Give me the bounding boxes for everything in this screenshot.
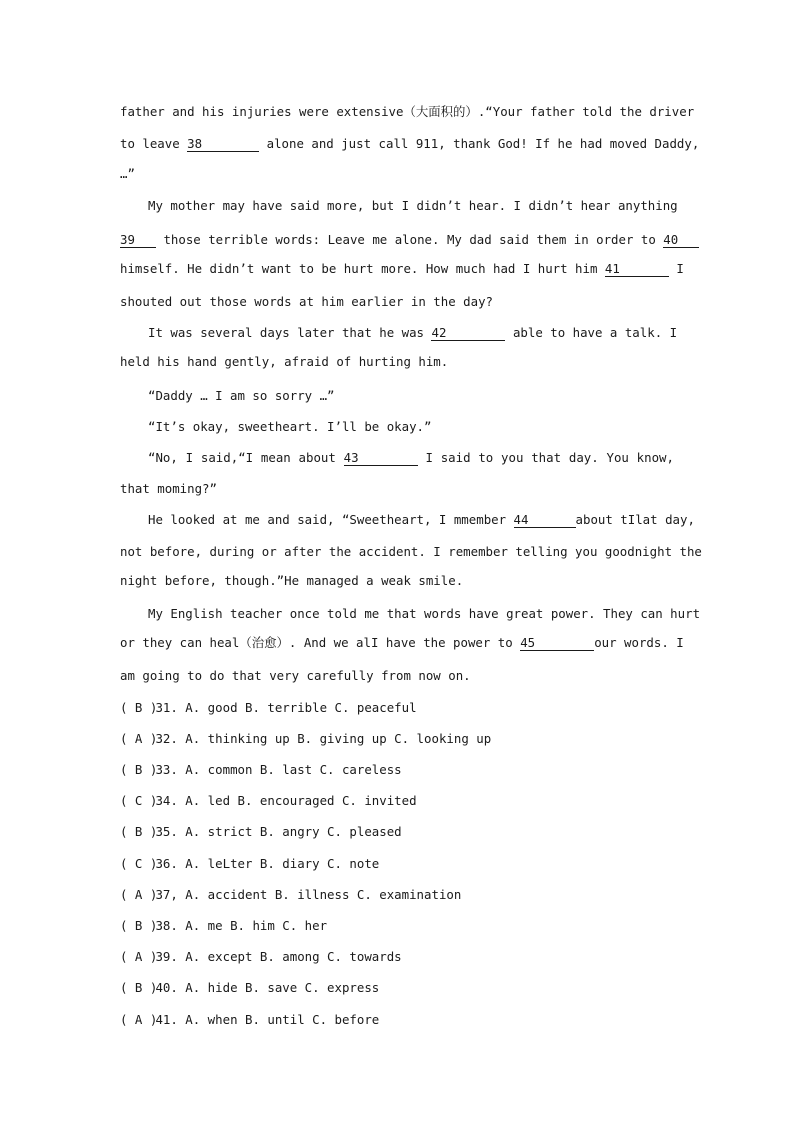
option-row: [120, 887, 674, 903]
blank-40: 40: [663, 233, 699, 248]
option-row: [120, 949, 674, 965]
option-row: [120, 1012, 674, 1028]
text: himself. He didn’t want to be hurt more. How much had I hurt him: [120, 261, 598, 276]
passage-line: father and his injuries were extensive（大面积的）.“Your father told the driver: [120, 104, 695, 119]
answer-mark: ( B ): [120, 700, 158, 715]
text: our words. I: [594, 635, 684, 650]
passage-line: [148, 512, 695, 528]
option-row: [120, 762, 674, 778]
text: to leave: [120, 136, 180, 151]
passage-line: night before, though.”He managed a weak smile.: [120, 573, 464, 588]
text: or they can heal（治愈）. And we alI have the power to: [120, 635, 513, 650]
passage-line: am going to do that very carefully from now on.: [120, 668, 471, 683]
passage-line: [120, 635, 684, 651]
passage-line: [120, 136, 700, 152]
passage-line: My mother may have said more, but I didn’t hear. I didn’t hear anything: [148, 198, 678, 213]
answer-mark: ( C ): [120, 793, 158, 808]
option-row: [120, 793, 674, 809]
text: “No, I said,“I mean about: [148, 450, 336, 465]
text: those terrible words: Leave me alone. My dad said them in order to: [163, 232, 656, 247]
passage-line: [120, 261, 684, 277]
option-text: 31. A. good B. terrible C. peaceful: [155, 700, 417, 715]
text: I: [676, 261, 684, 276]
passage-line: that moming?”: [120, 481, 217, 496]
option-text: 36. A. leLter B. diary C. note: [155, 856, 380, 871]
option-row: [120, 731, 674, 747]
passage-line: …”: [120, 166, 135, 181]
passage-line: My English teacher once told me that words have great power. They can hurt: [148, 606, 701, 621]
blank-43: 43: [344, 451, 418, 466]
option-row: [120, 824, 674, 840]
option-text: 35. A. strict B. angry C. pleased: [155, 824, 402, 839]
answer-mark: ( C ): [120, 856, 158, 871]
option-row: [120, 918, 674, 934]
text: I said to you that day. You know,: [425, 450, 674, 465]
text: It was several days later that he was: [148, 325, 425, 340]
passage-line: not before, during or after the accident. I remember telling you goodnight the: [120, 544, 702, 559]
answer-mark: ( B ): [120, 918, 158, 933]
answer-mark: ( A ): [120, 887, 158, 902]
option-text: 32. A. thinking up B. giving up C. looking up: [155, 731, 492, 746]
option-text: 39. A. except B. among C. towards: [155, 949, 402, 964]
option-text: 33. A. common B. last C. careless: [155, 762, 402, 777]
text: about tIlat day,: [575, 512, 695, 527]
passage-line: shouted out those words at him earlier in the day?: [120, 294, 493, 309]
blank-38: 38: [187, 137, 259, 152]
answer-mark: ( B ): [120, 980, 158, 995]
passage-line: “It’s okay, sweetheart. I’ll be okay.”: [148, 419, 432, 434]
option-text: 34. A. led B. encouraged C. invited: [155, 793, 417, 808]
answer-mark: ( B ): [120, 762, 158, 777]
option-text: 38. A. me B. him C. her: [155, 918, 328, 933]
answer-mark: ( A ): [120, 949, 158, 964]
passage-line: held his hand gently, afraid of hurting him.: [120, 354, 449, 369]
passage-line: [148, 325, 678, 341]
blank-39: 39: [120, 233, 156, 248]
passage-line: [148, 450, 674, 466]
option-row: [120, 856, 674, 872]
option-text: 37, A. accident B. illness C. examination: [155, 887, 462, 902]
blank-42: 42: [431, 326, 505, 341]
option-text: 41. A. when B. until C. before: [155, 1012, 380, 1027]
answer-mark: ( B ): [120, 824, 158, 839]
blank-44: 44: [514, 513, 576, 528]
text: He looked at me and said, “Sweetheart, I mmember: [148, 512, 507, 527]
passage-line: [120, 232, 679, 248]
answer-mark: ( A ): [120, 1012, 158, 1027]
blank-41: 41: [605, 262, 669, 277]
option-text: 40. A. hide B. save C. express: [155, 980, 380, 995]
option-row: [120, 980, 674, 996]
answer-mark: ( A ): [120, 731, 158, 746]
option-row: [120, 700, 674, 716]
text: able to have a talk. I: [512, 325, 678, 340]
text: alone and just call 911, thank God! If he had moved Daddy,: [266, 136, 700, 151]
passage-line: “Daddy … I am so sorry …”: [148, 388, 335, 403]
blank-45: 45: [520, 636, 594, 651]
